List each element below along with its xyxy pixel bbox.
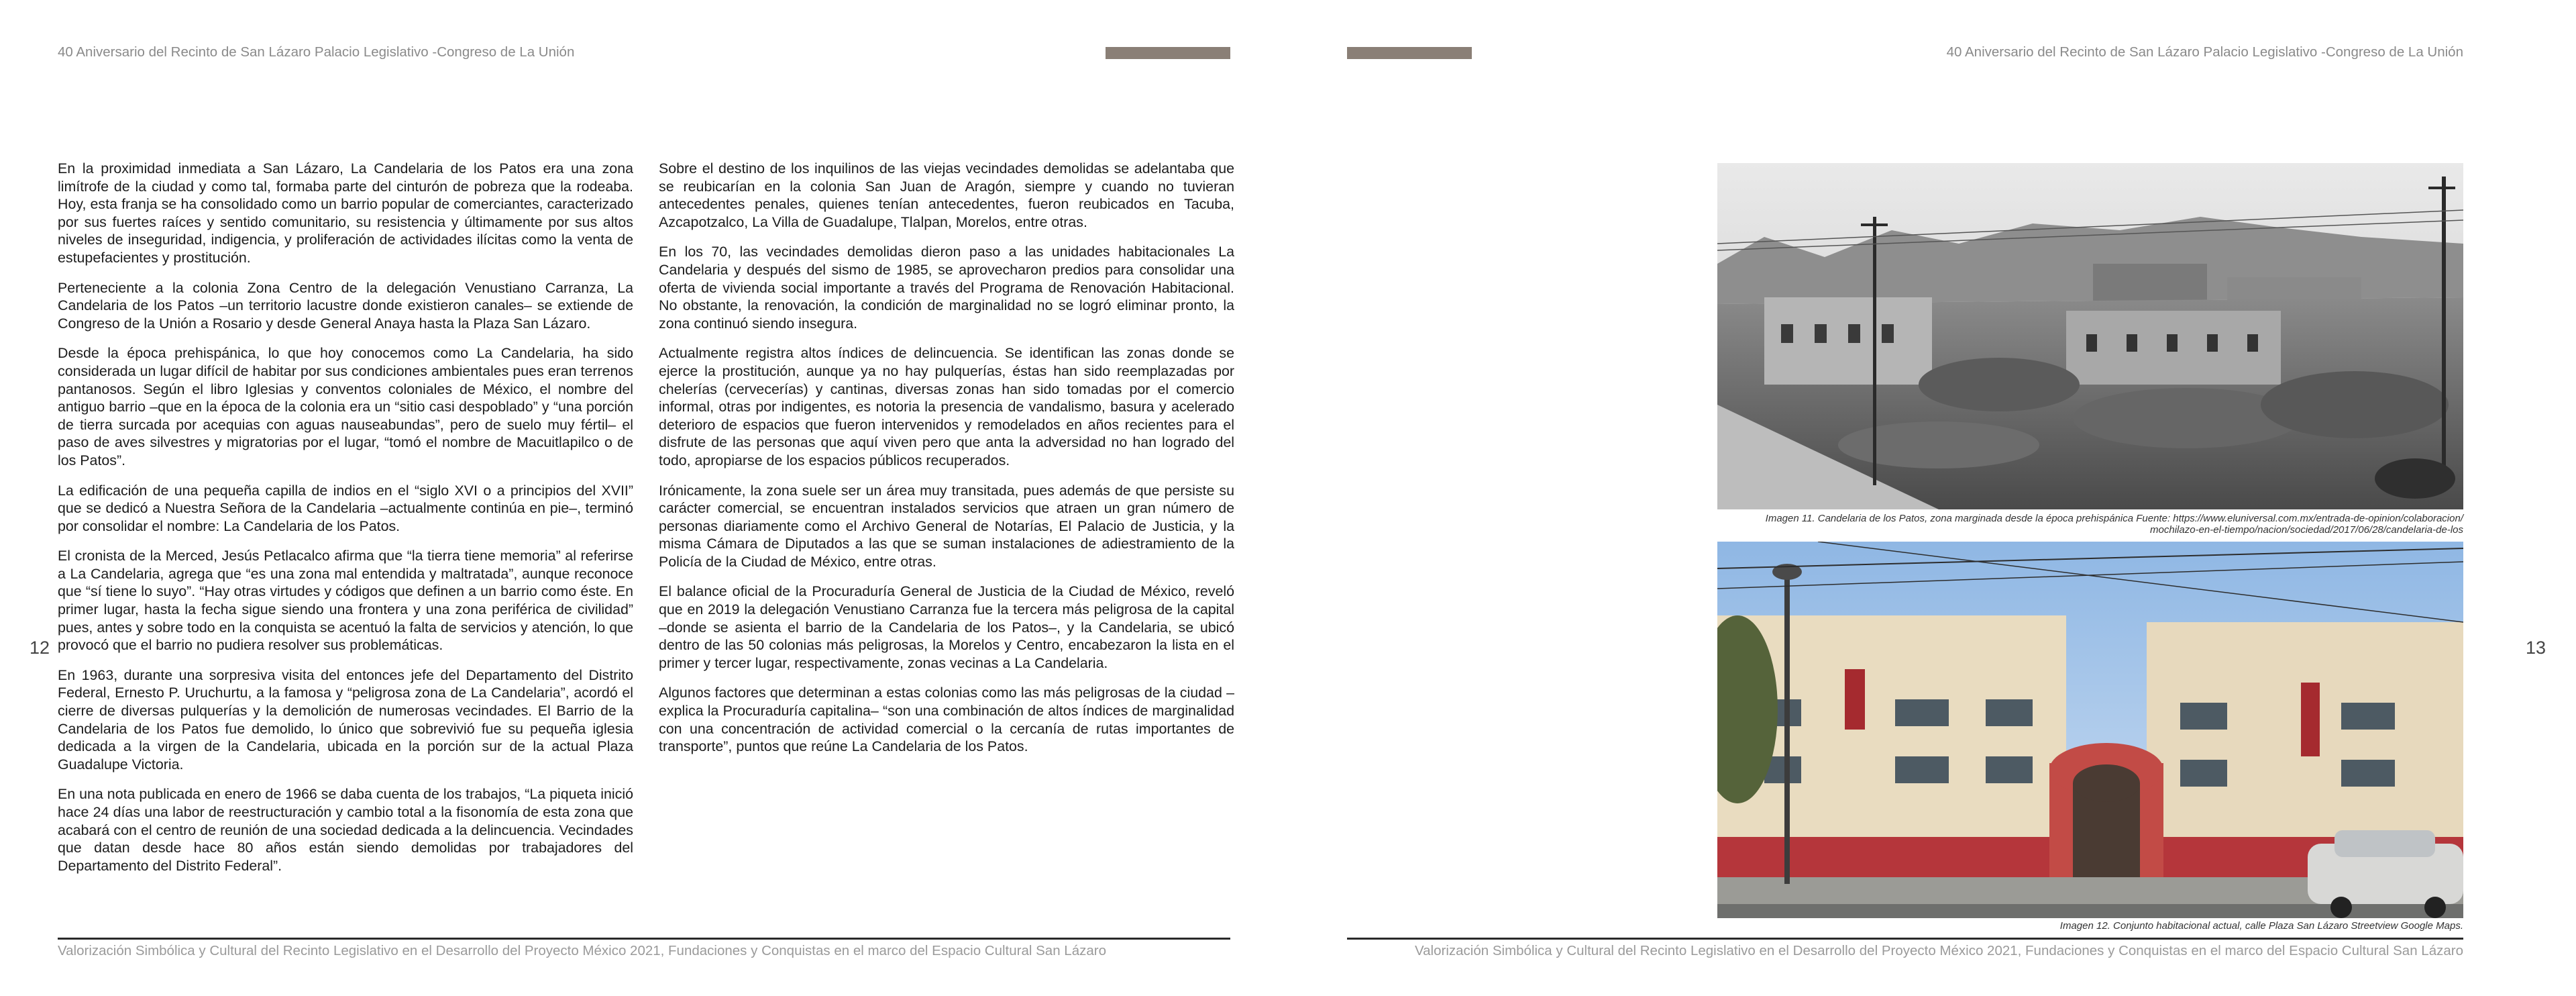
page-number: 12: [30, 638, 50, 658]
paragraph: Algunos factores que determinan a estas colonias como las más peligrosas de la ciudad –explica la Procuraduría capitalina– “son una combinación de altos índices de marginalidad con una concentración de actividad comercial o la cercanía de rutas importantes de transporte”, puntos que reúne La Candelaria de los Patos.: [659, 685, 1234, 755]
historical-demolition-photo: [1717, 163, 2463, 509]
header-accent-bar: [1106, 47, 1230, 59]
paragraph: En una nota publicada en enero de 1966 se daba cuenta de los trabajos, “La piqueta inició hace 24 días una labor de reestructuración y cambio total a la fisonomía de esta zona que acabará con el centro de reunión de una sociedad dedicada a la delincuencia. Vecindades que datan desde hace 80 años están siendo demolidas por trabajadores del Departamento del Distrito Federal”.: [58, 786, 633, 874]
page-header: 40 Aniversario del Recinto de San Lázaro Palacio Legislativo -Congreso de La Unión: [58, 44, 575, 60]
caption-line: mochilazo-en-el-tiempo/nacion/sociedad/2017/06/28/candelaria-de-los: [2150, 524, 2463, 536]
image-12-caption: Imagen 12. Conjunto habitacional actual, calle Plaza San Lázaro Streetview Google Maps.: [2059, 920, 2463, 932]
header-accent-bar: [1347, 47, 1472, 59]
right-page: [1288, 0, 2576, 996]
paragraph: Irónicamente, la zona suele ser un área muy transitada, pues además de que persiste su carácter comercial, se encuentran instalados servicios que atraen un gran número de personas diariamente como el Archivo General de Notarías, El Palacio de Justicia, y la misma Cámara de Diputados a las que se suman instalaciones de adiestramiento de la Policía de la Ciudad de México, entre otras.: [659, 482, 1234, 570]
housing-complex-streetview-photo: [1717, 542, 2463, 918]
paragraph: El balance oficial de la Procuraduría General de Justicia de la Ciudad de México, reveló que en 2019 la delegación Venustiano Carranza fue la tercera más peligrosa de la capital –donde se asienta el barrio de la Candelaria de los Patos–, y la Candelaria, se ubicó dentro de las 50 colonias más peligrosas, la Morelos y Centro, encabezaron la lista en el primer y tercer lugar, respectivamente, zonas vecinas a La Candelaria.: [659, 583, 1234, 671]
paragraph: La edificación de una pequeña capilla de indios en el “siglo XVI o a principios del XVII” que se dedicó a Nuestra Señora de la Candelaria –actualmente continúa en pie–, terminó por consolidar el nombre: La Candelaria de los Patos.: [58, 482, 633, 534]
paragraph: En los 70, las vecindades demolidas dieron paso a las unidades habitacionales La Candelaria y después del sismo de 1985, se aprovecharon predios para consolidar una oferta de vivienda social importante a través del Programa de Renovación Habitacional. No obstante, la renovación, la condición de marginalidad no se logró eliminar pronto, la zona continuó siendo insegura.: [659, 244, 1234, 332]
footer-rule: [58, 938, 1230, 940]
paragraph: En 1963, durante una sorpresiva visita del entonces jefe del Departamento del Distrito Federal, Ernesto P. Uruchurtu, a la famosa y “peligrosa zona de La Candelaria”, acordó el cierre de diversas pulquerías y la demolición de numerosas vecindades. El Barrio de la Candelaria de los Patos fue demolido, lo único que sobrevivió fue su pequeña iglesia dedicada a la virgen de la Candelaria, ubicada en la porción sur de la actual Plaza Guadalupe Victoria.: [58, 666, 633, 773]
page-number: 13: [2526, 638, 2546, 658]
caption-line: Imagen 11. Candelaria de los Patos, zona marginada desde la época prehispánica Fuente: https://www.eluniversal.com.mx/entrada-de-opinion/colaboracion/: [1765, 513, 2463, 524]
paragraph: Actualmente registra altos índices de delincuencia. Se identifican las zonas donde se ejerce la prostitución, aunque ya no hay pulquerías, éstas han sido reemplazadas por chelerías (cervecerías) y cantinas, diversas zonas han sido tomadas por el comercio informal, otras por indigentes, es notoria la presencia de vandalismo, basura y acelerado deterioro de espacios que fueron intervenidos y remodelados en años recientes para el disfrute de las personas que aquí viven pero que anta la adversidad no han logrado del todo, apropiarse de los espacios públicos recuperados.: [659, 345, 1234, 468]
paragraph: En la proximidad inmediata a San Lázaro, La Candelaria de los Patos era una zona limítrofe de la ciudad y como tal, formaba parte del cinturón de pobreza que la rodeaba. Hoy, esta franja se ha consolidado como un barrio popular de comerciantes, caracterizado por sus fuertes raíces y sentido comunitario, su resistencia y últimamente por sus altos niveles de inseguridad, indigencia, y proliferación de actividades ilícitas como la venta de estupefacientes y prostitución.: [58, 160, 633, 266]
page-header: 40 Aniversario del Recinto de San Lázaro Palacio Legislativo -Congreso de La Unión: [1946, 44, 2463, 60]
page-footer: Valorización Simbólica y Cultural del Recinto Legislativo en el Desarrollo del Proyecto México 2021, Fundaciones y Conquistas en el marco del Espacio Cultural San Lázaro: [58, 943, 1106, 958]
paragraph: Desde la época prehispánica, lo que hoy conocemos como La Candelaria, ha sido considerada un lugar difícil de habitar por sus condiciones ambientales pues eran terrenos pantanosos. Según el libro Iglesias y conventos coloniales de México, el nombre del antiguo barrio –que en la época de la colonia era un “sitio casi despoblado” y “una porción de tierra surcada por acequias con aguas nauseabundas”, pero de suelo muy fértil– el paso de aves silvestres y migratorias por el lugar, “tomó el nombre de Macuitlapilco o de los Patos”.: [58, 345, 633, 468]
image-11-caption: [1717, 513, 2463, 536]
text-column-right: [659, 160, 1234, 768]
page-footer: Valorización Simbólica y Cultural del Recinto Legislativo en el Desarrollo del Proyecto México 2021, Fundaciones y Conquistas en el marco del Espacio Cultural San Lázaro: [1415, 943, 2463, 958]
text-column-left: [58, 160, 633, 887]
paragraph: Perteneciente a la colonia Zona Centro de la delegación Venustiano Carranza, La Candelaria de los Patos –un territorio lacustre donde existieron canales– se extiende de Congreso de la Unión a Rosario y desde General Anaya hasta la Plaza San Lázaro.: [58, 279, 633, 332]
paragraph: El cronista de la Merced, Jesús Petlacalco afirma que “la tierra tiene memoria” al referirse a La Candelaria, agrega que “es una zona mal entendida y maltratada”, aunque reconoce que “sí tiene lo suyo”. “Hay otras virtudes y códigos que definen a un barrio como éste. En primer lugar, hasta la fecha sigue siendo una frontera y una zona periférica de civilidad” pues, antes y sobre todo en la conquista se acentuó la falta de servicios y atención, lo que provocó que el barrio no pudiera resolver sus problemáticas.: [58, 548, 633, 654]
footer-rule: [1347, 938, 2463, 940]
paragraph: Sobre el destino de los inquilinos de las viejas vecindades demolidas se adelantaba que se reubicarían en la colonia San Juan de Aragón, siempre y cuando no tuvieran antecedentes penales, quienes tenían antecedentes, fueron reubicados en Tacuba, Azcapotzalco, La Villa de Guadalupe, Tlalpan, Morelos, entre otras.: [659, 160, 1234, 230]
